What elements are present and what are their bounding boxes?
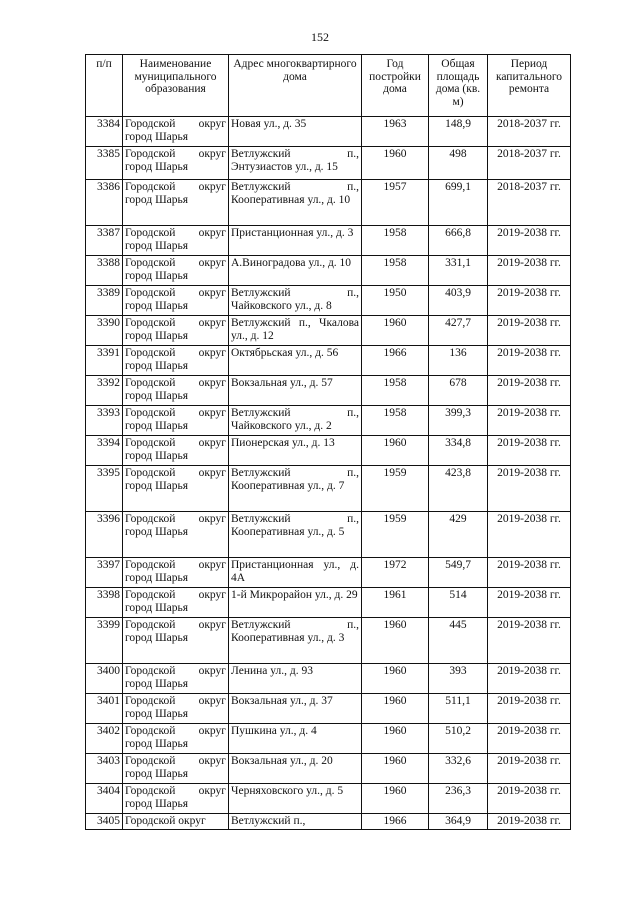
address-cell: Новая ул., д. 35	[229, 117, 362, 147]
year-cell: 1961	[362, 588, 429, 618]
row-number: 3405	[86, 814, 123, 830]
municipality-cell: Городской округ город Шарья	[123, 316, 229, 346]
year-cell: 1950	[362, 286, 429, 316]
municipality-cell: Городской округ город Шарья	[123, 512, 229, 558]
area-cell: 514	[429, 588, 488, 618]
year-cell: 1960	[362, 724, 429, 754]
year-cell: 1960	[362, 754, 429, 784]
municipality-cell: Городской округ город Шарья	[123, 376, 229, 406]
row-number: 3398	[86, 588, 123, 618]
municipality-cell: Городской округ город Шарья	[123, 754, 229, 784]
area-cell: 427,7	[429, 316, 488, 346]
area-cell: 423,8	[429, 466, 488, 512]
period-cell: 2019-2038 гг.	[488, 512, 571, 558]
address-cell: Вокзальная ул., д. 57	[229, 376, 362, 406]
table-row	[86, 588, 571, 618]
header-address: Адрес многоквартирного дома	[229, 55, 362, 117]
row-number: 3395	[86, 466, 123, 512]
header-period: Период капитального ремонта	[488, 55, 571, 117]
table-row	[86, 286, 571, 316]
period-cell: 2019-2038 гг.	[488, 618, 571, 664]
period-cell: 2018-2037 гг.	[488, 147, 571, 180]
area-cell: 699,1	[429, 180, 488, 226]
address-cell: Ленина ул., д. 93	[229, 664, 362, 694]
area-cell: 148,9	[429, 117, 488, 147]
table-header-row	[86, 55, 571, 117]
table-row	[86, 117, 571, 147]
address-cell: Пристанционная ул., д. 4А	[229, 558, 362, 588]
period-cell: 2019-2038 гг.	[488, 226, 571, 256]
area-cell: 136	[429, 346, 488, 376]
row-number: 3385	[86, 147, 123, 180]
address-cell: Ветлужский п., Чкалова ул., д. 12	[229, 316, 362, 346]
period-cell: 2018-2037 гг.	[488, 180, 571, 226]
area-cell: 393	[429, 664, 488, 694]
table-row	[86, 376, 571, 406]
table-row	[86, 814, 571, 830]
period-cell: 2019-2038 гг.	[488, 694, 571, 724]
municipality-cell: Городской округ город Шарья	[123, 694, 229, 724]
area-cell: 666,8	[429, 226, 488, 256]
row-number: 3404	[86, 784, 123, 814]
municipality-cell: Городской округ город Шарья	[123, 784, 229, 814]
year-cell: 1959	[362, 512, 429, 558]
row-number: 3387	[86, 226, 123, 256]
table-row	[86, 694, 571, 724]
year-cell: 1960	[362, 694, 429, 724]
header-municipality: Наименование муниципального образования	[123, 55, 229, 117]
period-cell: 2019-2038 гг.	[488, 436, 571, 466]
row-number: 3396	[86, 512, 123, 558]
row-number: 3393	[86, 406, 123, 436]
period-cell: 2019-2038 гг.	[488, 664, 571, 694]
period-cell: 2019-2038 гг.	[488, 466, 571, 512]
area-cell: 678	[429, 376, 488, 406]
municipality-cell: Городской округ город Шарья	[123, 147, 229, 180]
table-row	[86, 558, 571, 588]
address-cell: Вокзальная ул., д. 37	[229, 694, 362, 724]
table-row	[86, 664, 571, 694]
address-cell: Ветлужский п., Кооперативная ул., д. 10	[229, 180, 362, 226]
address-cell: Ветлужский п., Чайковского ул., д. 2	[229, 406, 362, 436]
year-cell: 1959	[362, 466, 429, 512]
area-cell: 511,1	[429, 694, 488, 724]
area-cell: 331,1	[429, 256, 488, 286]
table-row	[86, 466, 571, 512]
municipality-cell: Городской округ город Шарья	[123, 406, 229, 436]
address-cell: Пристанционная ул., д. 3	[229, 226, 362, 256]
period-cell: 2019-2038 гг.	[488, 724, 571, 754]
year-cell: 1966	[362, 814, 429, 830]
table-row	[86, 226, 571, 256]
row-number: 3399	[86, 618, 123, 664]
row-number: 3403	[86, 754, 123, 784]
address-cell: Черняховского ул., д. 5	[229, 784, 362, 814]
year-cell: 1972	[362, 558, 429, 588]
table-row	[86, 406, 571, 436]
year-cell: 1958	[362, 406, 429, 436]
address-cell: А.Виноградова ул., д. 10	[229, 256, 362, 286]
period-cell: 2019-2038 гг.	[488, 588, 571, 618]
address-cell: Ветлужский п., Энтузиастов ул., д. 15	[229, 147, 362, 180]
municipality-cell: Городской округ город Шарья	[123, 436, 229, 466]
address-cell: Пушкина ул., д. 4	[229, 724, 362, 754]
area-cell: 510,2	[429, 724, 488, 754]
period-cell: 2019-2038 гг.	[488, 784, 571, 814]
row-number: 3402	[86, 724, 123, 754]
year-cell: 1960	[362, 147, 429, 180]
table-row	[86, 316, 571, 346]
municipality-cell: Городской округ город Шарья	[123, 724, 229, 754]
table-row	[86, 618, 571, 664]
municipality-cell: Городской округ город Шарья	[123, 226, 229, 256]
table-row	[86, 724, 571, 754]
area-cell: 498	[429, 147, 488, 180]
page-number: 152	[311, 30, 329, 44]
area-cell: 236,3	[429, 784, 488, 814]
address-cell: Ветлужский п., Кооперативная ул., д. 5	[229, 512, 362, 558]
address-cell: Пионерская ул., д. 13	[229, 436, 362, 466]
area-cell: 549,7	[429, 558, 488, 588]
row-number: 3390	[86, 316, 123, 346]
year-cell: 1957	[362, 180, 429, 226]
row-number: 3397	[86, 558, 123, 588]
year-cell: 1960	[362, 436, 429, 466]
header-area: Общая площадь дома (кв. м)	[429, 55, 488, 117]
year-cell: 1966	[362, 346, 429, 376]
year-cell: 1963	[362, 117, 429, 147]
period-cell: 2018-2037 гг.	[488, 117, 571, 147]
year-cell: 1958	[362, 226, 429, 256]
row-number: 3388	[86, 256, 123, 286]
municipality-cell: Городской округ город Шарья	[123, 286, 229, 316]
address-cell: Ветлужский п., Чайковского ул., д. 8	[229, 286, 362, 316]
year-cell: 1960	[362, 784, 429, 814]
municipality-cell: Городской округ город Шарья	[123, 664, 229, 694]
table-row	[86, 256, 571, 286]
address-cell: Ветлужский п., Кооперативная ул., д. 3	[229, 618, 362, 664]
table-row	[86, 512, 571, 558]
table-body	[86, 117, 571, 830]
address-cell: Вокзальная ул., д. 20	[229, 754, 362, 784]
area-cell: 334,8	[429, 436, 488, 466]
period-cell: 2019-2038 гг.	[488, 406, 571, 436]
period-cell: 2019-2038 гг.	[488, 814, 571, 830]
table-row	[86, 754, 571, 784]
period-cell: 2019-2038 гг.	[488, 286, 571, 316]
municipality-cell: Городской округ город Шарья	[123, 588, 229, 618]
period-cell: 2019-2038 гг.	[488, 256, 571, 286]
year-cell: 1960	[362, 618, 429, 664]
row-number: 3392	[86, 376, 123, 406]
period-cell: 2019-2038 гг.	[488, 376, 571, 406]
address-cell: Ветлужский п., Кооперативная ул., д. 7	[229, 466, 362, 512]
municipality-cell: Городской округ город Шарья	[123, 558, 229, 588]
table-row	[86, 784, 571, 814]
address-cell: Ветлужский п.,	[229, 814, 362, 830]
header-year: Год постройки дома	[362, 55, 429, 117]
row-number: 3394	[86, 436, 123, 466]
area-cell: 399,3	[429, 406, 488, 436]
table-row	[86, 436, 571, 466]
municipality-cell: Городской округ город Шарья	[123, 618, 229, 664]
housing-registry-table	[85, 54, 571, 830]
area-cell: 332,6	[429, 754, 488, 784]
table-row	[86, 180, 571, 226]
row-number: 3401	[86, 694, 123, 724]
address-cell: Октябрьская ул., д. 56	[229, 346, 362, 376]
area-cell: 429	[429, 512, 488, 558]
year-cell: 1960	[362, 316, 429, 346]
row-number: 3400	[86, 664, 123, 694]
period-cell: 2019-2038 гг.	[488, 558, 571, 588]
period-cell: 2019-2038 гг.	[488, 754, 571, 784]
period-cell: 2019-2038 гг.	[488, 316, 571, 346]
municipality-cell: Городской округ город Шарья	[123, 466, 229, 512]
row-number: 3386	[86, 180, 123, 226]
municipality-cell: Городской округ	[123, 814, 229, 830]
year-cell: 1960	[362, 664, 429, 694]
table-row	[86, 147, 571, 180]
municipality-cell: Городской округ город Шарья	[123, 256, 229, 286]
row-number: 3384	[86, 117, 123, 147]
header-num: п/п	[86, 55, 123, 117]
row-number: 3391	[86, 346, 123, 376]
year-cell: 1958	[362, 256, 429, 286]
table-row	[86, 346, 571, 376]
municipality-cell: Городской округ город Шарья	[123, 117, 229, 147]
municipality-cell: Городской округ город Шарья	[123, 346, 229, 376]
area-cell: 364,9	[429, 814, 488, 830]
row-number: 3389	[86, 286, 123, 316]
year-cell: 1958	[362, 376, 429, 406]
address-cell: 1-й Микрорайон ул., д. 29	[229, 588, 362, 618]
municipality-cell: Городской округ город Шарья	[123, 180, 229, 226]
period-cell: 2019-2038 гг.	[488, 346, 571, 376]
area-cell: 445	[429, 618, 488, 664]
area-cell: 403,9	[429, 286, 488, 316]
